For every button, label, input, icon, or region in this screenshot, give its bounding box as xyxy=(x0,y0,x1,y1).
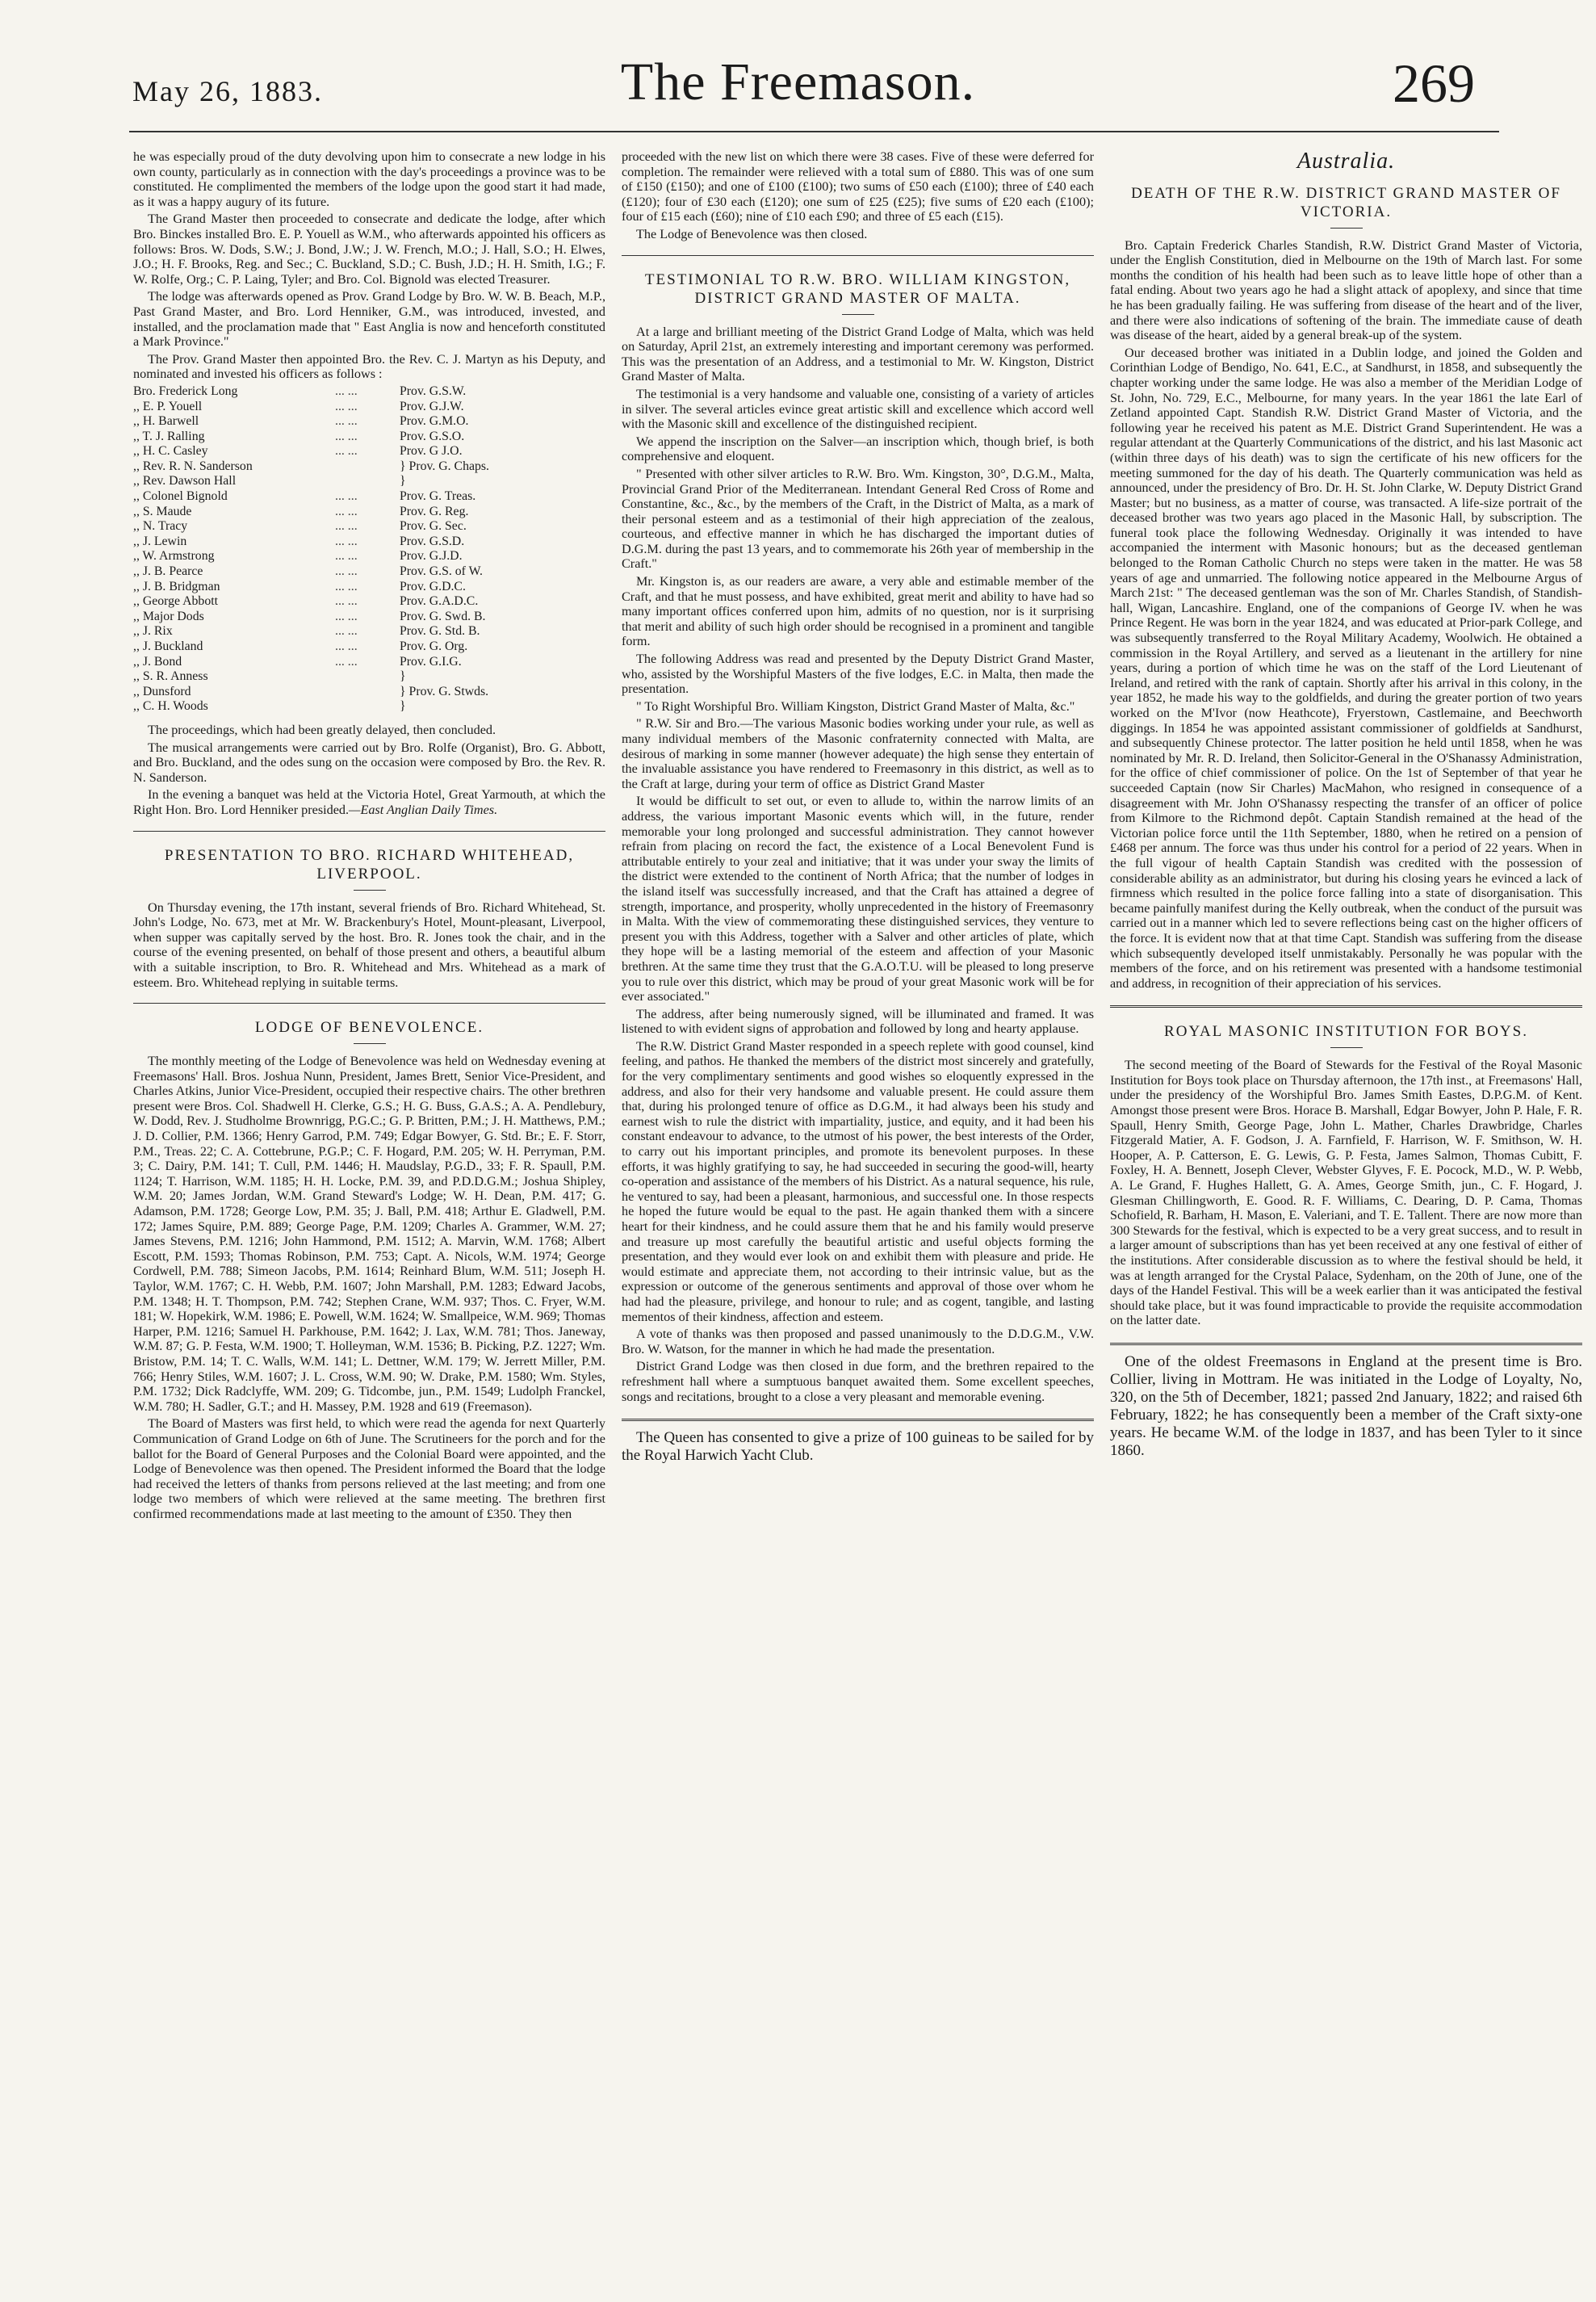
paragraph: " Presented with other silver articles to R.W. Bro. Wm. Kingston, 30°, D.G.M., Malta, Provincial Grand Prior of the Mediterranean. Intendant General Red Cross of Rome and Constantine, &c., &c., by the members of the Craft, in the District of Malta, as a mark of their personal esteem and as a testimonial of their high appreciation of the zealous, courteous, and effective manner in which he has discharged the important duties of D.G.M. during the past 13 years, and to commemorate his 26th year of membership in the Craft." xyxy=(622,466,1094,572)
paragraph: The Prov. Grand Master then appointed Bro. the Rev. C. J. Martyn as his Deputy, and nominated and invested his officers as follows : xyxy=(133,351,605,382)
heading-dash xyxy=(354,890,386,891)
paragraph: Bro. Captain Frederick Charles Standish, R.W. District Grand Master of Victoria, under the English Constitution, died in Melbourne on the 19th of March last. For some months the condition of his health had been such as to leave little hope of other than a fatal ending. About two years ago he had a slight attack of apoplexy, and since that time he has been gradually failing. He was suffering from disease of the heart and of the liver, and there were also indications of softening of the brain. The immediate cause of death was disease of the heart, aided by a general break-up of the system. xyxy=(1110,237,1582,343)
officer-row: ,, W. Armstrong ... ... Prov. G.J.D. xyxy=(133,549,605,564)
officer-name: ,, S. Maude xyxy=(133,504,192,518)
paragraph: The address, after being numerously signed, will be illuminated and framed. It was listened to with evident signs of approbation and followed by long and hearty applause. xyxy=(622,1006,1094,1037)
paragraph: The testimonial is a very handsome and valuable one, consisting of a variety of articles in silver. The several articles evince great artistic skill and excellence which accord well with the Masonic skill and excellence of the distinguished recipient. xyxy=(622,386,1094,432)
officer-name: ,, J. B. Pearce xyxy=(133,564,203,579)
officer-rank: Prov. G.D.C. xyxy=(400,579,466,593)
officer-row xyxy=(133,699,605,715)
officer-row xyxy=(133,474,605,489)
officer-row: ,, J. Rix ... ... Prov. G. Std. B. xyxy=(133,624,605,639)
officer-row: ,, J. Lewin ... ... Prov. G.S.D. xyxy=(133,535,605,550)
paragraph: On Thursday evening, the 17th instant, several friends of Bro. Richard Whitehead, St. John's Lodge, No. 673, met at Mr. W. Brackenbury's Hotel, Mount-pleasant, Liverpool, when supper was capitally served by the host. Bro. R. Jones took the chair, and in the course of the evening presented, on behalf of those present and others, a beautiful album with a suitable inscription, to Bro. R. Whitehead and Mrs. Whitehead as a mark of esteem. Bro. Whitehead replying in suitable terms. xyxy=(133,899,605,990)
section-rule xyxy=(622,1419,1094,1421)
officer-rank: Prov. G. Reg. xyxy=(400,504,469,518)
officer-name: ,, H. C. Casley xyxy=(133,444,208,459)
officer-row: ,, J. Bond ... ... Prov. G.I.G. xyxy=(133,655,605,670)
officer-name: ,, Dunsford xyxy=(133,684,191,698)
paragraph: A vote of thanks was then proposed and passed unanimously to the D.D.G.M., V.W. Bro. W. Watson, for the manner in which he had made the presentation. xyxy=(622,1327,1094,1356)
officer-rank: Prov. G. Std. B. xyxy=(400,624,480,639)
paragraph: District Grand Lodge was then closed in due form, and the brethren repaired to the refreshment hall where a sumptuous banquet awaited them. Some excellent speeches, songs and recitations, brought to a close a very pleasant and memorable evening. xyxy=(622,1359,1094,1404)
section-rule xyxy=(133,1003,605,1004)
paragraph: It would be difficult to set out, or even to allude to, within the narrow limits of an address, the various important Masonic events which will, in the future, render memorable your long prolonged and successful administration. They cannot however refrain from placing on record the fact, the existence of a Local Benevolent Fund is attributable entirely to your zeal and initiative; that it was under your sway the limits of the district were extended to the continent of North Africa; that the number of lodges in the island itself was successfully increased, and that the Craft has attained a degree of strength, importance, and prosperity, wholly unprecedented in the history of Freemasonry in Malta. With the view of commemorating these distinguished services, they venture to present you with this Address, together with a Salver and other articles of plate, which they hope will be a lasting memorial of the esteem and affection of your Masonic brethren. At the same time they trust that the G.A.O.T.U. will be pleased to long preserve you to rule over this district, which may be proud of your great Masonic work will be for ever associated." xyxy=(622,794,1094,1004)
masthead-rule xyxy=(129,131,1499,132)
officer-name: ,, Rev. Dawson Hall xyxy=(133,474,237,488)
page-number: 269 xyxy=(1393,52,1475,114)
paragraph: The following Address was read and presented by the Deputy District Grand Master, who, assisted by the Worshipful Masters of the five lodges, E.C. in Malta, then made the presentation. xyxy=(622,652,1094,697)
officer-name: ,, J. Lewin xyxy=(133,534,187,548)
paragraph: The second meeting of the Board of Stewards for the Festival of the Royal Masonic Institution for Boys took place on Thursday afternoon, the 17th inst., at Freemasons' Hall, under the presidency of the Worshipful Bro. James Smith Eastes, D.P.G.M. of Kent. Amongst those present were Bros. Horace B. Marshall, Edgar Bowyer, John P. Hale, F. R. Spaull, Henry Smith, George Page, John L. Mather, Charles Drawbridge, Charles Fitzgerald Matier, A. F. Godson, J. A. Farnfield, F. Harrison, W. F. Smithson, W. H. Hooper, A. P. Catterson, E. G. Lewis, G. P. Festa, James Salmon, Thomas Cubitt, F. Foxley, H. A. Bennett, Joseph Clever, Webster Glyves, F. E. Pocock, M.D., W. P. Webb, A. Le Grand, F. Hughes Hallett, G. A. Ames, George Smith, jun., C. F. Hogard, J. Glesman Chillingworth, E. Good. R. F. Williams, C. Dearing, D. P. Cama, Thomas Schofield, R. Barham, H. Mason, E. Valeriani, and T. E. Tallent. There are now more than 300 Stewards for the festival, which is expected to be a very great success, and to result in a larger amount of subscriptions than has yet been received at any one festival of either of the institutions. After considerable discussion as to where the festival should be held, it was at length arranged for the Crystal Palace, Sydenham, on the 20th of June, one of the days of the Handel Festival. This will be a week earlier than it was anticipated the festival should take place, but it was found impracticable to provide the requisite accommodation on the latter date. xyxy=(1110,1058,1582,1328)
officer-row: ,, J. B. Pearce ... ... Prov. G.S. of W. xyxy=(133,564,605,580)
paragraph: The Grand Master then proceeded to consecrate and dedicate the lodge, after which Bro. Binckes installed Bro. E. P. Youell as W.M., who afterwards appointed his officers as follows: Bros. W. Dods, S.W.; J. Bond, J.W.; J. W. French, M.O.; J. Hall, S.O.; H. Elwes, J.O.; H. F. Brooks, Reg. and Sec.; C. Buckland, S.D.; C. Bush, J.D.; H. H. Smith, I.G.; F. W. Rolfe, Org.; C. P. Laing, Tyler; and Bro. Col. Bignold was elected Treasurer. xyxy=(133,212,605,287)
officers-list xyxy=(133,384,605,715)
officer-row: ,, T. J. Ralling ... ... Prov. G.S.O. xyxy=(133,430,605,445)
paragraph: In the evening a banquet was held at the Victoria Hotel, Great Yarmouth, at which the Right Hon. Bro. Lord Henniker presided.—East Anglian Daily Times. xyxy=(133,787,605,817)
heading-royal-masonic: ROYAL MASONIC INSTITUTION FOR BOYS. xyxy=(1164,1023,1528,1041)
officer-name: ,, J. Bond xyxy=(133,654,182,669)
officer-rank: } Prov. G. Chaps. xyxy=(400,459,489,473)
officer-rank: Prov. G. Org. xyxy=(400,639,468,653)
officer-rank: Prov. G.S.D. xyxy=(400,534,465,548)
officer-name: ,, J. Buckland xyxy=(133,639,203,653)
officer-row: ,, N. Tracy ... ... Prov. G. Sec. xyxy=(133,519,605,535)
officer-row xyxy=(133,459,605,475)
paragraph: At a large and brilliant meeting of the District Grand Lodge of Malta, which was held on Saturday, April 21st, an extremely interesting and important ceremony was performed. This was the presentation of an Address, and a testimonial to Mr. W. Kingston, District Grand Master of Malta. xyxy=(622,324,1094,384)
heading-death: DEATH OF THE R.W. DISTRICT GRAND MASTER OF VICTORIA. xyxy=(1131,184,1561,220)
news-note: One of the oldest Freemasons in England at the present time is Bro. Collier, living in Mottram. He was initiated in the Lodge of Loyalty, No, 320, on the 5th of December, 1821; passed 2nd January, 1822; and raised 6th February, 1822; he has consequently been a member of the Craft sixty-one years. He became W.M. of the lodge in 1837, and has been Tyler to it since 1860. xyxy=(1110,1352,1582,1459)
officer-name: ,, E. P. Youell xyxy=(133,399,203,413)
officer-row: ,, Major Dods ... ... Prov. G. Swd. B. xyxy=(133,610,605,625)
heading-dash xyxy=(354,1043,386,1044)
officer-rank: Prov. G. Swd. B. xyxy=(400,609,486,623)
paragraph: Our deceased brother was initiated in a Dublin lodge, and joined the Golden and Corinthian Lodge of Bendigo, No. 641, E.C., at Sandhurst, in 1858, and subsequently the chapter working under the same lodge. He was also a member of the Meridian Lodge of St. John, No. 729, E.C., Melbourne, for many years. In the year 1861 the late Earl of Zetland appointed Capt. Standish R.W. District Grand Master of Victoria, and the following year he received his patent as M.E. District Grand Superintendent. He was a regular attendant at the Quarterly Communications of the district, and his last Masonic act (within three days of his death) was to sign the certificate of his new officers for the meeting summoned for the day of his death. The Quarterly communication was held as announced, under the presidency of Bro. Dr. H. St. John Clarke, W. Deputy District Grand Master; but no business, as a matter of course, was transacted. A life-size portrait of the deceased brother was two years ago placed in the Masonic Hall, by subscription. The funeral took place the following Wednesday. Originally it was intended to have accompanied the interment with Masonic honours; but as the deceased gentleman belonged to the Roman Catholic Church no steps were taken in the matter. He was 58 years of age and unmarried. The following notice appeared in the Melbourne Argus of March 21st: " The deceased gentleman was the son of Mr. Charles Standish, of Standish-hall, Wigan, Lancashire. England, one of the companions of George IV. when he was Prince Regent. He was born in the year 1824, and was educated at Prior-park College, and was subsequently transferred to the Royal Military Academy, Woolwich. He obtained a commission in the Royal Artillery, and served as a lieutenant in the artillery for nine years, during a portion of which time he was on the staff of the Lord Lieutenant of Ireland, and retired with the rank of captain. Shortly after his arrival in this colony, in the year 1852, he made his way to the goldfields, and during the greater portion of two years worked on the M'Ivor (now Heathcote), Fryerstown, Castlemaine, and Beechworth diggings. In 1854 he was appointed assistant commissioner of goldfields at Sandhurst, and subsequently Chinese protector. The latter position he held until 1858, when he was nominated by Mr. R. D. Ireland, then Solicitor-General in the O'Shanassy Administration, for the office of chief commissioner of police. On the 1st of September of that year he succeeded Captain (now Sir Charles) MacMahon, who resigned in consequence of a disagreement with Mr. John O'Shanassy respecting the transfer of an officer of police from Kilmore to the Richmond depôt. Captain Standish remained at the head of the Victorian police force until the 11th September, 1880, when he retired on a pension of £468 per annum. The force was thus under his control for a period of 22 years. When in the full vigour of health Captain Standish was credited with the possession of considerable ability as an administrator, but during his closing years he evinced a lack of firmness which resulted in the police force falling into a state of disorganisation. This became painfully manifest during the Kelly outbreak, when the conduct of the pursuit was carried out in a manner which led to severe reflections being cast on the higher officers of the force. It is evident now that at that time Capt. Standish was suffering from the disease which subsequently developed itself unmistakably. Personally he was popular with the members of the force, and on his retirement was presented with a handsome testimonial and address, in recognition of their appreciation of his services. xyxy=(1110,345,1582,991)
officer-name: Bro. Frederick Long xyxy=(133,384,238,398)
heading-benevolence: LODGE OF BENEVOLENCE. xyxy=(254,1019,484,1037)
paragraph: We append the inscription on the Salver—an inscription which, though brief, is both comprehensive and eloquent. xyxy=(622,434,1094,464)
column-3 xyxy=(1110,149,1582,1462)
officer-name: ,, C. H. Woods xyxy=(133,699,208,714)
officer-row: ,, S. Maude ... ... Prov. G. Reg. xyxy=(133,505,605,520)
section-rule xyxy=(1110,1005,1582,1008)
officer-rank: Prov. G.M.O. xyxy=(400,414,469,429)
officer-name: ,, H. Barwell xyxy=(133,414,199,429)
paragraph: proceeded with the new list on which there were 38 cases. Five of these were deferred for completion. The remainder were relieved with a total sum of £880. This was of one sum of £150 (£150); and one of £100 (£100); two sums of £50 each (£100); three of £40 each (£120); four of £30 each (£120); one sum of £25 (£25); five sums of £20 each (£100); four of £15 each (£60); nine of £10 each £90; and three of £5 each (£15). xyxy=(622,149,1094,224)
officer-row: ,, Colonel Bignold ... ... Prov. G. Treas. xyxy=(133,489,605,505)
column-1 xyxy=(133,149,605,1524)
officer-rank: Prov. G.A.D.C. xyxy=(400,594,479,609)
newspaper-title: The Freemason. xyxy=(620,52,976,111)
paragraph: Mr. Kingston is, as our readers are aware, a very able and estimable member of the Craft, and that he must possess, and have exhibited, great merit and ability to have had so many important offices conferred upon him, admits of no question, nor is it surprising that merit and ability of such high order should be recognised in a prominent and tangible form. xyxy=(622,574,1094,649)
officer-row: ,, George Abbott ... ... Prov. G.A.D.C. xyxy=(133,594,605,610)
officer-row xyxy=(133,685,605,700)
heading-australia: Australia. xyxy=(1296,149,1396,174)
paragraph: The lodge was afterwards opened as Prov. Grand Lodge by Bro. W. W. B. Beach, M.P., Past Grand Master, and Bro. Lord Henniker, G.M., was introduced, invested, and installed, and the proclamation made that " East Anglia is now and henceforth constituted a Mark Province." xyxy=(133,289,605,350)
officer-row: ,, J. Buckland ... ... Prov. G. Org. xyxy=(133,639,605,655)
officer-name: ,, W. Armstrong xyxy=(133,549,215,564)
paragraph: The proceedings, which had been greatly delayed, then concluded. xyxy=(148,722,496,737)
paragraph: The Lodge of Benevolence was then closed. xyxy=(636,226,868,241)
officer-rank: Prov. G. Treas. xyxy=(400,489,476,504)
officer-rank: Prov. G.S.O. xyxy=(400,429,465,443)
section-rule xyxy=(133,831,605,832)
paragraph: The Board of Masters was first held, to which were read the agenda for next Quarterly Communication of Grand Lodge on 6th of June. The Scrutineers for the porch and for the ballot for the Board of General Purposes and the Colonial Board were appointed, and the Lodge of Benevolence was then opened. The President informed the Board that the lodge had received the letters of thanks from persons relieved at the last meeting; and from one lodge two members of which were relieved at the same meeting. The brethren first confirmed recommendations made at last meeting to the amount of £350. They then xyxy=(133,1416,605,1521)
heading-testimonial: TESTIMONIAL TO R.W. BRO. WILLIAM KINGSTON, DISTRICT GRAND MASTER OF MALTA. xyxy=(644,270,1071,307)
officer-name: ,, J. B. Bridgman xyxy=(133,579,220,593)
paragraph: The musical arrangements were carried out by Bro. Rolfe (Organist), Bro. G. Abbott, and Bro. Buckland, and the odes sung on the occasion were composed by Bro. the Rev. R. N. Sanderson. xyxy=(133,740,605,785)
paragraph: The R.W. District Grand Master responded in a speech replete with good counsel, kind feeling, and pathos. He thanked the members of the district most sincerely and gratefully, for the very complimentary sentiments and good wishes so eloquently expressed in the address, and also for their very handsome and valuable present. He could assure them that, during his prolonged tenure of office as D.G.M., it had always been his study and earnest wish to rule the district with impartiality, justice, and equity, and it had been his constant endeavour to advance, to the utmost of his power, the best interests of the Order, to carry out his important principles, and promote its benevolent purposes. In these efforts, it was highly gratifying to say, he had succeeded in securing the good-will, hearty co-operation and assistance of the members of his District. As a natural sequence, his rule, he ventured to say, had been a pleasant, harmonious, and successful one. In those respects he hoped the future would be equal to the past. He again thanked them with a sincere heart for their kindness, and he could assure them that he and his family would preserve and treasure up most carefully the beautiful artistic and useful objects forming the presentation, and they would ever look on and exhibit them with pleasure and pride. He would estimate and appreciate them, not according to their intrinsic value, but as the expression or outcome of the generous sentiments and approval of those over whom he had had the pleasure, privilege, and honour to rule; and as cogent, tangible, and lasting mementos of their kindness, affection and esteem. xyxy=(622,1038,1094,1324)
paragraph: The monthly meeting of the Lodge of Benevolence was held on Wednesday evening at Freemasons' Hall. Bros. Joshua Nunn, President, James Brett, Senior Vice-President, and Charles Atkins, Junior Vice-President, occupied their respective chairs. The other brethren present were Bros. Col. Shadwell H. Clerke, G.S.; H. G. Buss, G.A.S.; A. A. Pendlebury, W. Dodd, Rev. J. Studholme Brownrigg, P.G.C.; G. P. Britten, P.M.; J. H. Matthews, P.M.; J. D. Collier, P.M. 1366; Henry Garrod, P.M. 749; Edgar Bowyer, G. Std. Br.; E. F. Storr, P.M., Treas. 22; C. A. Cottebrune, P.G.P.; C. F. Hogard, P.M. 205; W. H. Perryman, P.M. 3; C. Dairy, P.M. 141; T. Cull, P.M. 1446; H. Maudslay, P.G.D., 33; F. R. Spaull, P.M. 1124; T. Harrison, W.M. 1185; H. H. Locke, P.M. 39, and P.D.D.G.M.; Joshua Shipley, W.M. 20; James Jordan, W.M. Grand Steward's Lodge; W. H. Dean, P.M. 417; G. Adamson, P.M. 1728; George Low, P.M. 35; J. Ball, P.M. 418; Arthur E. Gladwell, P.M. 172; James Squire, P.M. 889; George Page, P.M. 1209; Charles A. Grammer, W.M. 27; James Stevens, P.M. 1216; John Hammond, P.M. 1512; A. Marvin, W.M. 1768; Albert Escott, P.M. 1593; Thomas Robinson, P.M. 753; Capt. A. Nicols, W.M. 1974; George Cordwell, P.M. 788; Simeon Jacobs, P.M. 1614; Reinhard Blum, W.M. 511; Joseph H. Taylor, W.M. 1767; C. H. Webb, P.M. 1607; John Marshall, P.M. 1283; Edward Jacobs, P.M. 1348; H. T. Thompson, P.M. 742; Stephen Crane, W.M. 937; Thos. C. Fryer, W.M. 181; W. Hopekirk, W.M. 1986; E. Powell, W.M. 1624; W. Smallpeice, W.M. 969; Thomas Harper, P.M. 1216; Samuel H. Parkhouse, P.M. 1642; J. Lax, W.M. 781; Thos. Janeway, W.M. 87; G. P. Festa, W.M. 1900; T. Holleyman, W.M. 1536; B. Picking, P.Z. 1227; Wm. Bristow, P.M. 14; T. C. Walls, W.M. 141; L. Dettner, W.M. 179; W. Jerrett Miller, P.M. 766; Henry Stiles, W.M. 1607; J. L. Cross, W.M. 90; W. Drake, P.M. 1580; Wm. Styles, P.M. 1732; Dick Radclyffe, WM. 209; G. Tidcombe, jun., P.M. 1549; Ludolph Franckel, W.M. 780; H. Sadler, G.T.; and H. Massey, P.M. 1928 and 619 (Freemason). xyxy=(133,1054,605,1414)
officer-row: ,, J. B. Bridgman ... ... Prov. G.D.C. xyxy=(133,580,605,595)
source-citation: —East Anglian Daily Times. xyxy=(349,802,498,817)
officer-name: ,, J. Rix xyxy=(133,624,173,639)
paragraph: he was especially proud of the duty devolving upon him to consecrate a new lodge in his own county, particularly as in connection with the day's proceedings a province was to be constituted. He complimented the members of the lodge upon the good start it had made, as it was a happy augury of its future. xyxy=(133,149,605,209)
section-rule xyxy=(622,255,1094,256)
heading-dash xyxy=(842,314,874,315)
officer-name: ,, George Abbott xyxy=(133,594,219,609)
officer-row: ,, H. Barwell ... ... Prov. G.M.O. xyxy=(133,414,605,430)
officer-rank: } xyxy=(400,669,406,684)
officer-row: ,, E. P. Youell ... ... Prov. G.J.W. xyxy=(133,400,605,415)
heading-dash xyxy=(1330,228,1363,229)
section-rule xyxy=(1110,1343,1582,1345)
column-2 xyxy=(622,149,1094,1467)
officer-rank: } xyxy=(400,699,406,714)
officer-row: ,, H. C. Casley ... ... Prov. G J.O. xyxy=(133,444,605,459)
officer-row xyxy=(133,669,605,685)
officer-rank: Prov. G.J.W. xyxy=(400,399,464,413)
officer-rank: Prov. G. Sec. xyxy=(400,519,467,534)
officer-name: ,, Colonel Bignold xyxy=(133,489,228,504)
officer-name: ,, N. Tracy xyxy=(133,519,188,534)
masthead xyxy=(48,47,1548,136)
heading-presentation: PRESENTATION TO BRO. RICHARD WHITEHEAD, LIVERPOOL. xyxy=(164,846,575,883)
paragraph: " R.W. Sir and Bro.—The various Masonic bodies working under your rule, as well as many individual members of the Masonic confraternity connected with Malta, are desirous of marking in some manner (however adequate) the high sense they entertain of the invaluable assistance you have rendered to Freemasonry in this district, as well as to the Craft at large, during your term of office as District Grand Master xyxy=(622,716,1094,791)
officer-name: ,, T. J. Ralling xyxy=(133,429,205,443)
officer-rank: Prov. G.I.G. xyxy=(400,654,462,669)
officer-rank: } Prov. G. Stwds. xyxy=(400,684,489,698)
paragraph: " To Right Worshipful Bro. William Kingston, District Grand Master of Malta, &c." xyxy=(636,698,1075,714)
officer-row: Bro. Frederick Long ... ... Prov. G.S.W. xyxy=(133,384,605,400)
officer-name: ,, Major Dods xyxy=(133,609,204,623)
officer-name: ,, Rev. R. N. Sanderson xyxy=(133,459,253,473)
officer-name: ,, S. R. Anness xyxy=(133,669,208,684)
issue-date: May 26, 1883. xyxy=(132,75,323,107)
officer-rank: Prov. G J.O. xyxy=(400,444,463,459)
officer-rank: Prov. G.J.D. xyxy=(400,549,463,564)
news-note: The Queen has consented to give a prize of 100 guineas to be sailed for by the Royal Harwich Yacht Club. xyxy=(622,1429,1094,1465)
officer-rank: } xyxy=(400,474,406,488)
officer-rank: Prov. G.S. of W. xyxy=(400,564,483,579)
officer-rank: Prov. G.S.W. xyxy=(400,384,467,398)
heading-dash xyxy=(1330,1047,1363,1048)
